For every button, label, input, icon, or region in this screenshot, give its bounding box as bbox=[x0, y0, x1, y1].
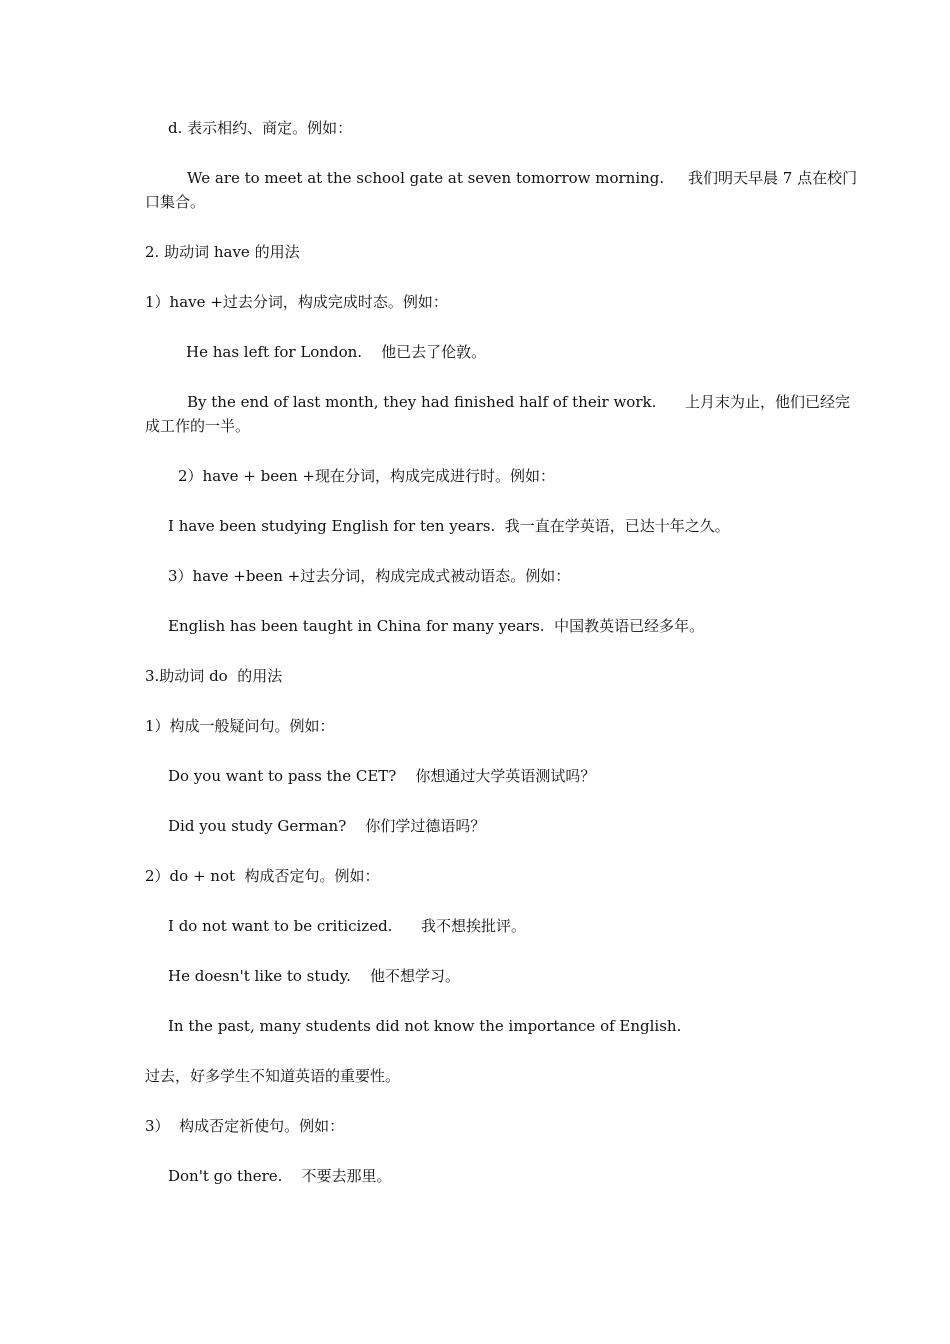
example-line: Don't go there. 不要去那里。 bbox=[168, 1167, 392, 1185]
section-heading-do: 3.助动词 do 的用法 bbox=[145, 667, 283, 685]
subheading-do-negative: 2）do + not 构成否定句。例如： bbox=[145, 867, 380, 885]
example-line: I have been studying English for ten years. 我一直在学英语，已达十年之久。 bbox=[168, 517, 730, 535]
example-line: We are to meet at the school gate at seven tomorrow morning. 我们明天早晨 7 点在校门 bbox=[187, 169, 858, 187]
translation-line: 过去，好多学生不知道英语的重要性。 bbox=[145, 1067, 401, 1085]
heading-d-appointment: d. 表示相约、商定。例如： bbox=[168, 119, 353, 137]
example-line: He doesn't like to study. 他不想学习。 bbox=[168, 967, 460, 985]
example-line: In the past, many students did not know the importance of English. bbox=[168, 1017, 682, 1035]
example-line-continued: 成工作的一半。 bbox=[145, 417, 251, 435]
example-line: English has been taught in China for many years. 中国教英语已经多年。 bbox=[168, 617, 705, 635]
subheading-have-been-continuous: 2）have + been +现在分词，构成完成进行时。例如： bbox=[178, 467, 555, 485]
subheading-do-imperative: 3） 构成否定祈使句。例如： bbox=[145, 1117, 345, 1135]
example-line: He has left for London. 他已去了伦敦。 bbox=[186, 343, 487, 361]
example-line-continued: 口集合。 bbox=[145, 193, 206, 211]
section-heading-have: 2. 助动词 have 的用法 bbox=[145, 243, 300, 261]
example-line: By the end of last month, they had finished half of their work. 上月末为止，他们已经完 bbox=[187, 393, 850, 411]
example-paragraph-meet bbox=[145, 166, 858, 214]
subheading-have-perfect: 1）have +过去分词，构成完成时态。例如： bbox=[145, 293, 448, 311]
subheading-do-question: 1）构成一般疑问句。例如： bbox=[145, 717, 335, 735]
example-line: Did you study German? 你们学过德语吗？ bbox=[168, 817, 486, 835]
example-paragraph-finished bbox=[145, 390, 850, 438]
subheading-have-been-passive: 3）have +been +过去分词，构成完成式被动语态。例如： bbox=[168, 567, 571, 585]
example-line: I do not want to be criticized. 我不想挨批评。 bbox=[168, 917, 527, 935]
example-line: Do you want to pass the CET? 你想通过大学英语测试吗？ bbox=[168, 767, 596, 785]
